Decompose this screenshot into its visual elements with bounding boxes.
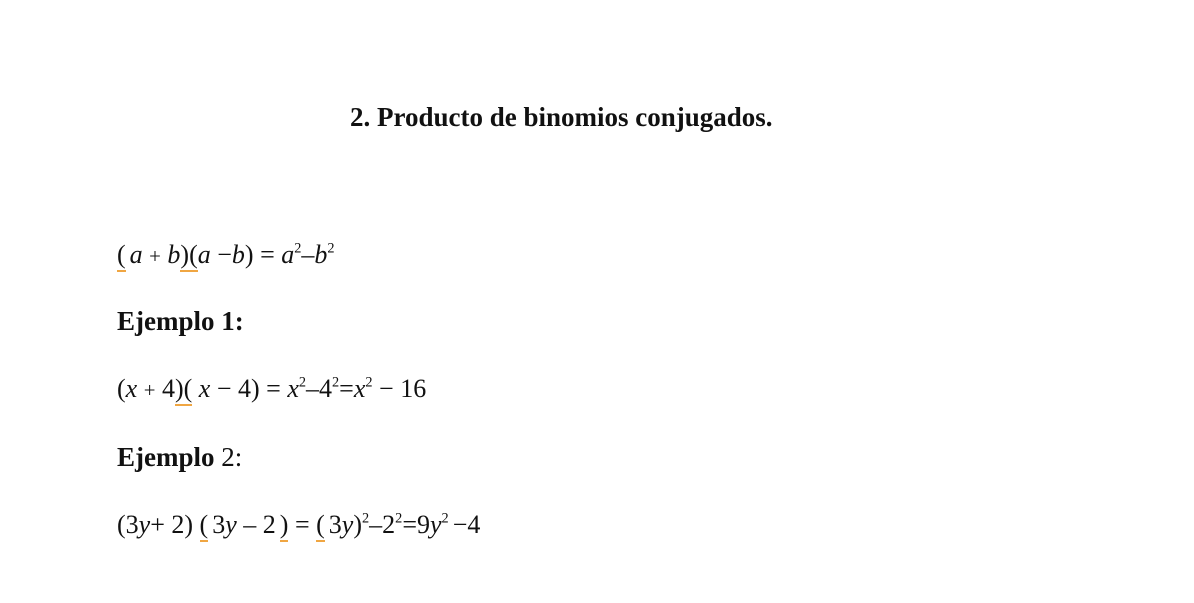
ex1-x: x	[125, 374, 138, 403]
formula-b: b	[167, 240, 181, 269]
ex2-eq9: =9	[402, 510, 430, 539]
ex1-four: 4	[161, 374, 175, 403]
ex2-exp2: 2	[395, 510, 403, 527]
ex2-minus22: –2	[369, 510, 396, 539]
ex2-y: y	[138, 510, 151, 539]
formula-exp1: 2	[294, 240, 302, 257]
formula-a: a	[129, 240, 143, 269]
example2-expression	[117, 510, 480, 540]
formula-line	[117, 240, 335, 270]
ex2-close2: )	[353, 510, 362, 539]
formula-open-paren: (	[117, 240, 126, 272]
formula-exp2: 2	[327, 240, 335, 257]
ex1-x4: x	[353, 374, 366, 403]
ex2-minus4: −4	[452, 510, 481, 539]
ex2-three: 3	[212, 510, 226, 539]
ex2-exp3: 2	[441, 510, 449, 527]
ex1-x2: x	[198, 374, 211, 403]
formula-plus: +	[149, 245, 161, 268]
ex2-eq: =	[288, 510, 317, 539]
formula-b3: b	[314, 240, 328, 269]
ex2-plus2: + 2)	[150, 510, 194, 539]
ex2-open2: (	[316, 510, 325, 542]
ex2-exp1: 2	[362, 510, 370, 527]
ex1-close-open: )(	[175, 374, 192, 406]
ex2-three2: 3	[328, 510, 342, 539]
example1-expression	[117, 374, 426, 404]
formula-b2: b	[231, 240, 245, 269]
formula-equals: ) =	[244, 240, 282, 269]
ex1-exp1: 2	[298, 374, 307, 391]
ex1-exp3: 2	[365, 374, 373, 391]
example1-heading	[117, 306, 244, 337]
example2-number: 2:	[214, 442, 243, 472]
ex1-eq: =	[339, 374, 354, 403]
ex1-minus4: –4	[306, 374, 333, 403]
page-title: 2. Producto de binomios conjugados.	[350, 102, 773, 132]
ex2-minus2: – 2	[243, 510, 276, 539]
ex1-exp2: 2	[332, 374, 340, 391]
formula-a3: a	[281, 240, 295, 269]
ex2-open3: (3	[117, 510, 139, 539]
example2-label: Ejemplo	[117, 442, 215, 472]
ex2-close: )	[280, 510, 289, 542]
ex2-y4: y	[429, 510, 442, 539]
example2-heading	[117, 442, 242, 473]
example1-label: Ejemplo 1:	[117, 306, 244, 336]
ex2-y2: y	[225, 510, 237, 539]
ex1-minus16: − 16	[379, 374, 427, 403]
ex1-minus-four: − 4) =	[216, 374, 288, 403]
ex2-open: (	[200, 510, 209, 542]
ex1-open: (	[117, 374, 126, 403]
formula-a2: a	[197, 240, 211, 269]
ex2-y3: y	[341, 510, 354, 539]
formula-minus: −	[217, 240, 232, 269]
ex1-plus: +	[143, 379, 156, 402]
formula-close-open: )(	[180, 240, 197, 272]
ex1-x3: x	[287, 374, 299, 403]
formula-minus2: –	[301, 240, 315, 269]
